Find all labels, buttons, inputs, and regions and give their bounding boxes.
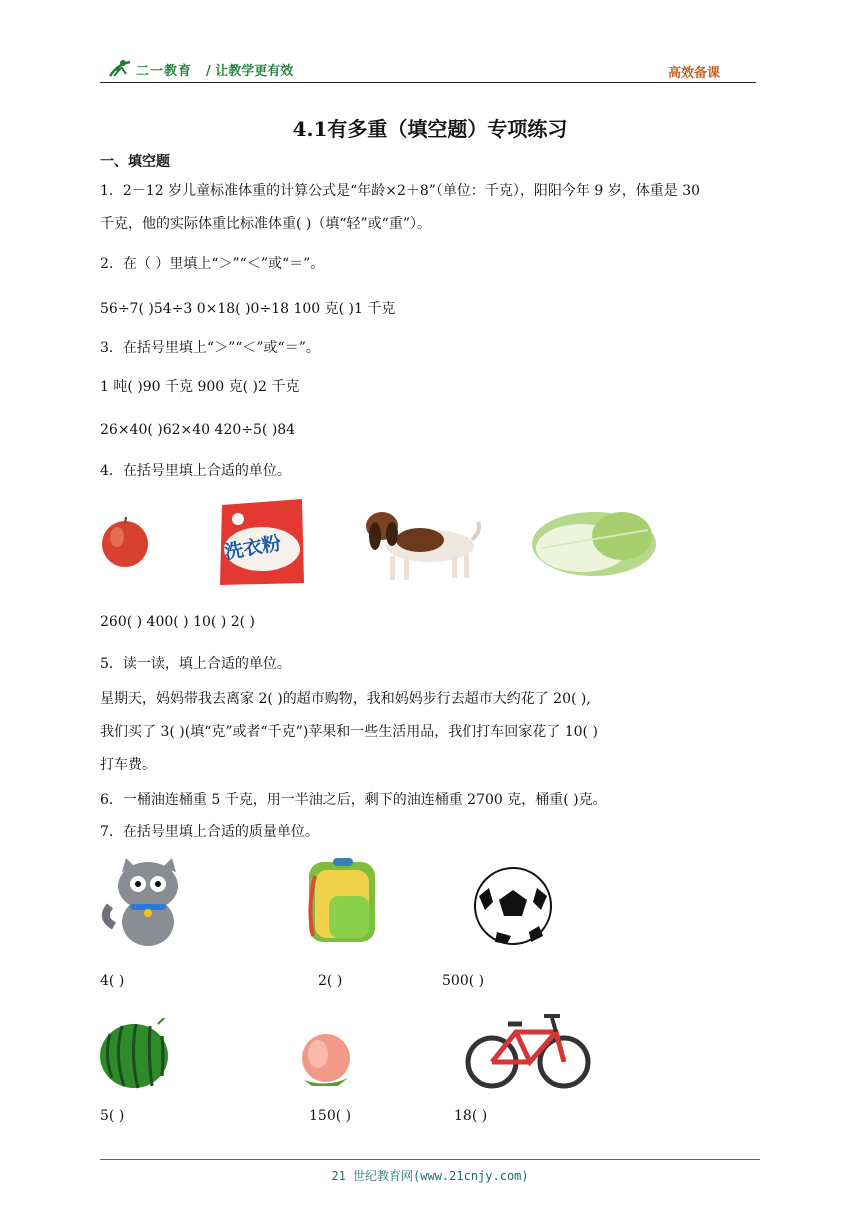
- question-3: 3．在括号里填上“＞”“＜”或“＝”。: [100, 340, 320, 356]
- runner-logo-icon: [106, 58, 134, 80]
- header-right-label: 高效备课: [667, 66, 720, 81]
- question-3-items-1: 1 吨( )90 千克 900 克( )2 千克: [100, 379, 300, 395]
- q7-answer-bicycle: 18( ): [454, 1108, 488, 1124]
- page-title: 4.1有多重（填空题）专项练习: [292, 117, 568, 141]
- q7-answer-cat: 4( ): [100, 973, 125, 989]
- question-4-answers: 260( ) 400( ) 10( ) 2( ): [100, 614, 256, 630]
- section-heading: 一、填空题: [100, 154, 170, 170]
- question-2-items: 56÷7( )54÷3 0×18( )0÷18 100 克( )1 千克: [100, 301, 396, 317]
- apple-image: [100, 515, 150, 569]
- question-4: 4．在括号里填上合适的单位。: [100, 463, 291, 479]
- bicycle-image: [464, 1008, 592, 1092]
- footer-divider: [100, 1159, 760, 1160]
- question-1-line-1: 1．2－12 岁儿童标准体重的计算公式是“年龄×2＋8”（单位：千克），阳阳今年 9 岁，体重是 30: [100, 183, 701, 199]
- dog-image: [360, 500, 484, 584]
- brand-slogan: / 让教学更有效: [206, 64, 294, 79]
- question-6: 6．一桶油连桶重 5 千克，用一半油之后，剩下的油连桶重 2700 克，桶重( )克。: [100, 792, 607, 808]
- detergent-bag-label: 洗衣粉: [222, 532, 283, 564]
- question-5-line-2: 我们买了 3( )(填“克”或者“千克”)苹果和一些生活用品，我们打车回家花了 10( ): [100, 724, 598, 740]
- question-7: 7．在括号里填上合适的质量单位。: [100, 824, 319, 840]
- footer-text: 21 世纪教育网(www.21cnjy.com): [331, 1169, 529, 1183]
- question-2: 2．在（ ）里填上“＞”“＜”或“＝”。: [100, 256, 325, 272]
- q7-answer-watermelon: 5( ): [100, 1108, 125, 1124]
- cat-image: [100, 856, 190, 948]
- peach-image: [298, 1030, 354, 1088]
- q7-answer-ball: 500( ): [442, 973, 485, 989]
- q7-answer-backpack: 2( ): [318, 973, 343, 989]
- question-1-line-2: 千克，他的实际体重比标准体重( )（填“轻”或“重”）。: [100, 216, 432, 232]
- page-header: [100, 56, 756, 83]
- question-5-line-1: 星期天，妈妈带我去离家 2( )的超市购物，我和妈妈步行去超市大约花了 20( ),: [100, 691, 591, 707]
- cabbage-image: [530, 500, 660, 580]
- question-5-line-3: 打车费。: [100, 757, 156, 773]
- question-3-items-2: 26×40( )62×40 420÷5( )84: [100, 422, 296, 438]
- backpack-image: [305, 856, 381, 946]
- brand-name: 二一教育: [136, 64, 193, 79]
- watermelon-image: [100, 1018, 172, 1090]
- detergent-bag-image: [218, 497, 306, 587]
- question-5: 5．读一读，填上合适的单位。: [100, 656, 291, 672]
- q7-answer-peach: 150( ): [309, 1108, 352, 1124]
- soccer-ball-image: [473, 866, 553, 946]
